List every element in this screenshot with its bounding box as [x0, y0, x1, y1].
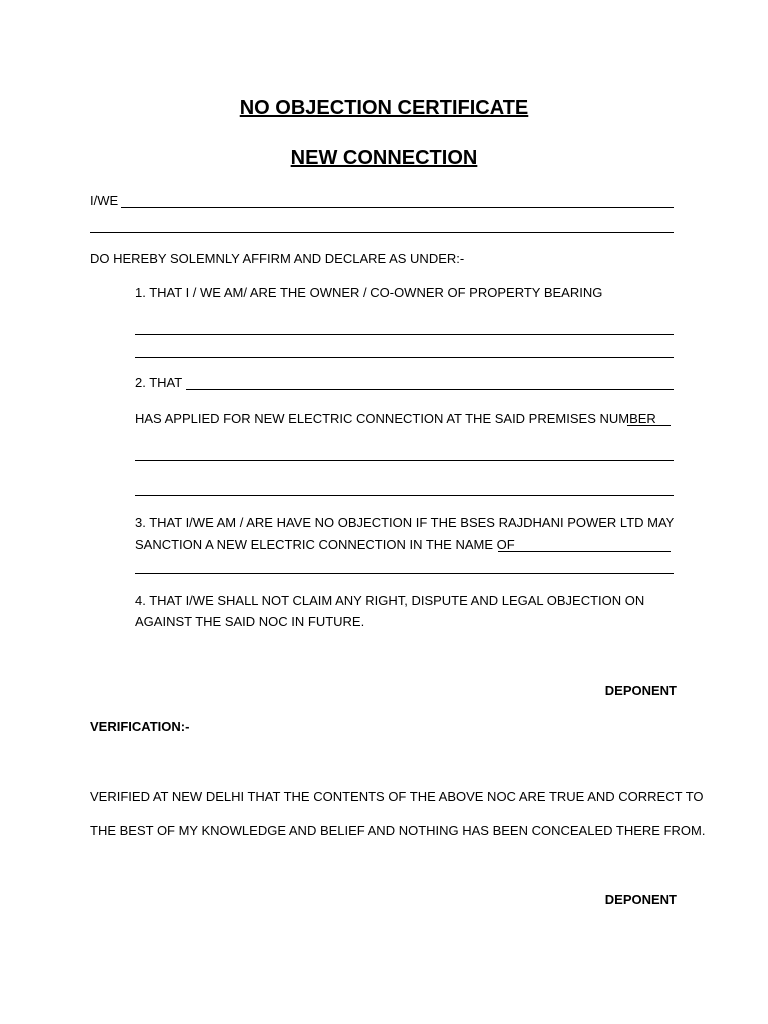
- document-subtitle: NEW CONNECTION: [290, 147, 478, 169]
- deponent-signature-label-1: DEPONENT: [604, 683, 677, 698]
- item-1-text: 1. THAT I / WE AM/ ARE THE OWNER / CO-OWNER OF PROPERTY BEARING: [135, 285, 603, 300]
- declaration-text: DO HEREBY SOLEMNLY AFFIRM AND DECLARE AS UNDER:-: [90, 251, 465, 266]
- iwe-name-blank-line-2[interactable]: [90, 232, 674, 233]
- property-blank-line-1[interactable]: [135, 334, 674, 335]
- document-title: NO OBJECTION CERTIFICATE: [239, 97, 529, 119]
- verification-heading: VERIFICATION:-: [90, 719, 190, 734]
- verification-line-2: THE BEST OF MY KNOWLEDGE AND BELIEF AND NOTHING HAS BEEN CONCEALED THERE FROM.: [90, 823, 706, 838]
- property-blank-line-2[interactable]: [135, 357, 674, 358]
- item-2-label: 2. THAT: [135, 375, 183, 390]
- connection-name-blank-line[interactable]: [498, 551, 671, 552]
- item-2-text: HAS APPLIED FOR NEW ELECTRIC CONNECTION AT THE SAID PREMISES NUMBER: [135, 411, 656, 426]
- item-3-line-2: SANCTION A NEW ELECTRIC CONNECTION IN THE NAME OF: [135, 537, 515, 552]
- premises-blank-line-2[interactable]: [135, 495, 674, 496]
- premises-blank-line-1[interactable]: [135, 460, 674, 461]
- item-4-line-1: 4. THAT I/WE SHALL NOT CLAIM ANY RIGHT, DISPUTE AND LEGAL OBJECTION ON: [135, 593, 645, 608]
- connection-name-blank-line-2[interactable]: [135, 573, 674, 574]
- deponent-signature-label-2: DEPONENT: [604, 892, 677, 907]
- iwe-name-blank-line[interactable]: [121, 207, 674, 208]
- iwe-label: I/WE: [90, 193, 119, 208]
- verification-line-1: VERIFIED AT NEW DELHI THAT THE CONTENTS OF THE ABOVE NOC ARE TRUE AND CORRECT TO: [90, 789, 704, 804]
- item-4-line-2: AGAINST THE SAID NOC IN FUTURE.: [135, 614, 365, 629]
- applicant-name-blank-line[interactable]: [186, 389, 674, 390]
- item-3-line-1: 3. THAT I/WE AM / ARE HAVE NO OBJECTION IF THE BSES RAJDHANI POWER LTD MAY: [135, 515, 675, 530]
- premises-number-blank-line[interactable]: [627, 425, 671, 426]
